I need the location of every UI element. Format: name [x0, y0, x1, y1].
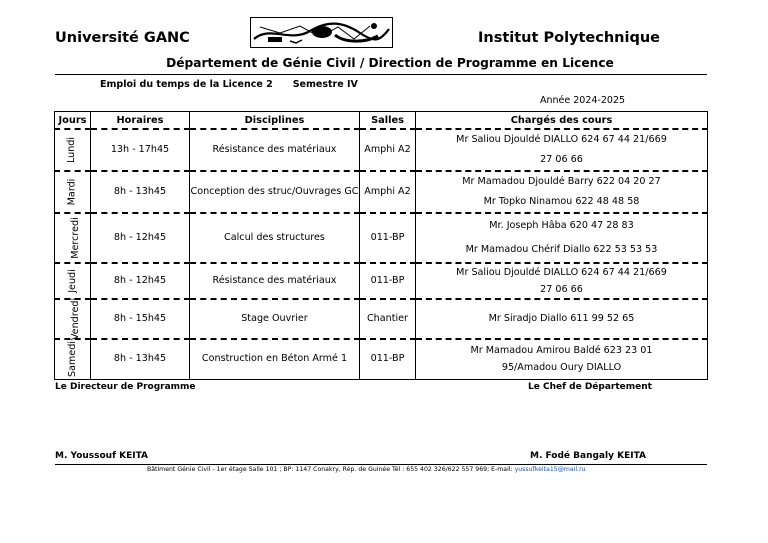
lecturer-line: Mr Siradjo Diallo 611 99 52 65 [488, 313, 635, 324]
day-label: Jeudi [66, 269, 78, 293]
footer-email-link[interactable]: yussufkeita15@mail.ru [514, 466, 586, 473]
director-name: M. Youssouf KEITA [55, 451, 149, 461]
lecturer-cell [416, 171, 708, 213]
lecturer-cell [416, 339, 708, 379]
day-label: Lundi [66, 136, 78, 164]
lecturer-cell [416, 299, 708, 339]
lecturer-line: Mr Mamadou Amirou Baldé 623 23 01 [470, 345, 653, 357]
discipline-cell: Stage Ouvrier [190, 299, 360, 339]
hours-cell: 8h - 12h45 [91, 213, 190, 263]
header-divider [55, 74, 707, 75]
day-cell [55, 299, 91, 339]
schedule-title: Emploi du temps de la Licence 2 [100, 79, 273, 90]
day-label: Vendredi [70, 297, 82, 341]
day-cell [55, 263, 91, 299]
footer-address-text: Bâtiment Génie Civil - 1er étage Salle 101 ; BP: 1147 Conakry, Rép. de Guinée Tél : 655 402 326/622 557 969; E-mail: [147, 466, 515, 473]
table-row [55, 213, 708, 263]
day-label: Samedi [66, 341, 78, 378]
head-of-department-name: M. Fodé Bangaly KEITA [530, 451, 646, 461]
discipline-cell: Construction en Béton Armé 1 [190, 339, 360, 379]
lecturer-line: Mr Saliou Djouldé DIALLO 624 67 44 21/669 [456, 267, 667, 278]
lecturer-line: Mr Mamadou Chérif Diallo 622 53 53 53 [465, 244, 658, 255]
lecturer-cell [416, 263, 708, 299]
university-name: Université GANC [55, 30, 190, 46]
lecturer-line: Mr Mamadou Djouldé Barry 622 04 20 27 [462, 176, 661, 187]
academic-year: Année 2024-2025 [540, 95, 626, 106]
day-cell [55, 339, 91, 379]
table-row [55, 171, 708, 213]
lecturer-cell [416, 213, 708, 263]
table-row [55, 129, 708, 171]
table-row [55, 339, 708, 379]
lecturer-cell [416, 129, 708, 171]
institution-logo [250, 17, 393, 48]
semester-label: Semestre IV [292, 79, 358, 90]
column-header-disciplines: Disciplines [190, 112, 360, 130]
lecturer-line: Mr. Joseph Hâba 620 47 28 83 [489, 220, 634, 231]
room-cell: Chantier [360, 299, 416, 339]
discipline-cell: Résistance des matériaux [190, 263, 360, 299]
room-cell: 011-BP [360, 213, 416, 263]
day-cell [55, 171, 91, 213]
table-row [55, 299, 708, 339]
institute-name: Institut Polytechnique [478, 30, 661, 46]
room-cell: 011-BP [360, 339, 416, 379]
hours-cell: 8h - 13h45 [91, 171, 190, 213]
lecturer-line: Mr Topko Ninamou 622 48 48 58 [483, 196, 640, 207]
day-cell [55, 129, 91, 171]
table-row [55, 263, 708, 299]
room-cell: 011-BP [360, 263, 416, 299]
schedule-heading [100, 79, 358, 90]
hours-cell: 8h - 13h45 [91, 339, 190, 379]
footer-address [147, 466, 586, 473]
day-label: Mercredi [69, 217, 81, 259]
head-of-department-title: Le Chef de Département [528, 382, 652, 392]
discipline-cell: Conception des struc/Ouvrages GC [190, 171, 360, 213]
room-cell: Amphi A2 [360, 171, 416, 213]
hours-cell: 8h - 15h45 [91, 299, 190, 339]
hours-cell: 8h - 12h45 [91, 263, 190, 299]
lecturer-line: 27 06 66 [540, 284, 583, 295]
table-header-row [55, 112, 708, 130]
hours-cell: 13h - 17h45 [91, 129, 190, 171]
lecturer-line: 27 06 66 [540, 154, 583, 165]
department-title: Département de Génie Civil / Direction de Programme en Licence [166, 56, 614, 70]
room-cell: Amphi A2 [360, 129, 416, 171]
column-header-rooms: Salles [360, 112, 416, 130]
column-header-lecturers: Chargés des cours [416, 112, 708, 130]
day-cell [55, 213, 91, 263]
discipline-cell: Calcul des structures [190, 213, 360, 263]
timetable [54, 111, 708, 380]
lecturer-line: Mr Saliou Djouldé DIALLO 624 67 44 21/669 [456, 134, 667, 145]
column-header-hours: Horaires [91, 112, 190, 130]
footer-divider [55, 464, 707, 465]
column-header-days: Jours [55, 112, 91, 130]
day-label: Mardi [66, 178, 78, 206]
discipline-cell: Résistance des matériaux [190, 129, 360, 171]
lecturer-line: 95/Amadou Oury DIALLO [501, 362, 622, 374]
director-title: Le Directeur de Programme [55, 382, 196, 392]
